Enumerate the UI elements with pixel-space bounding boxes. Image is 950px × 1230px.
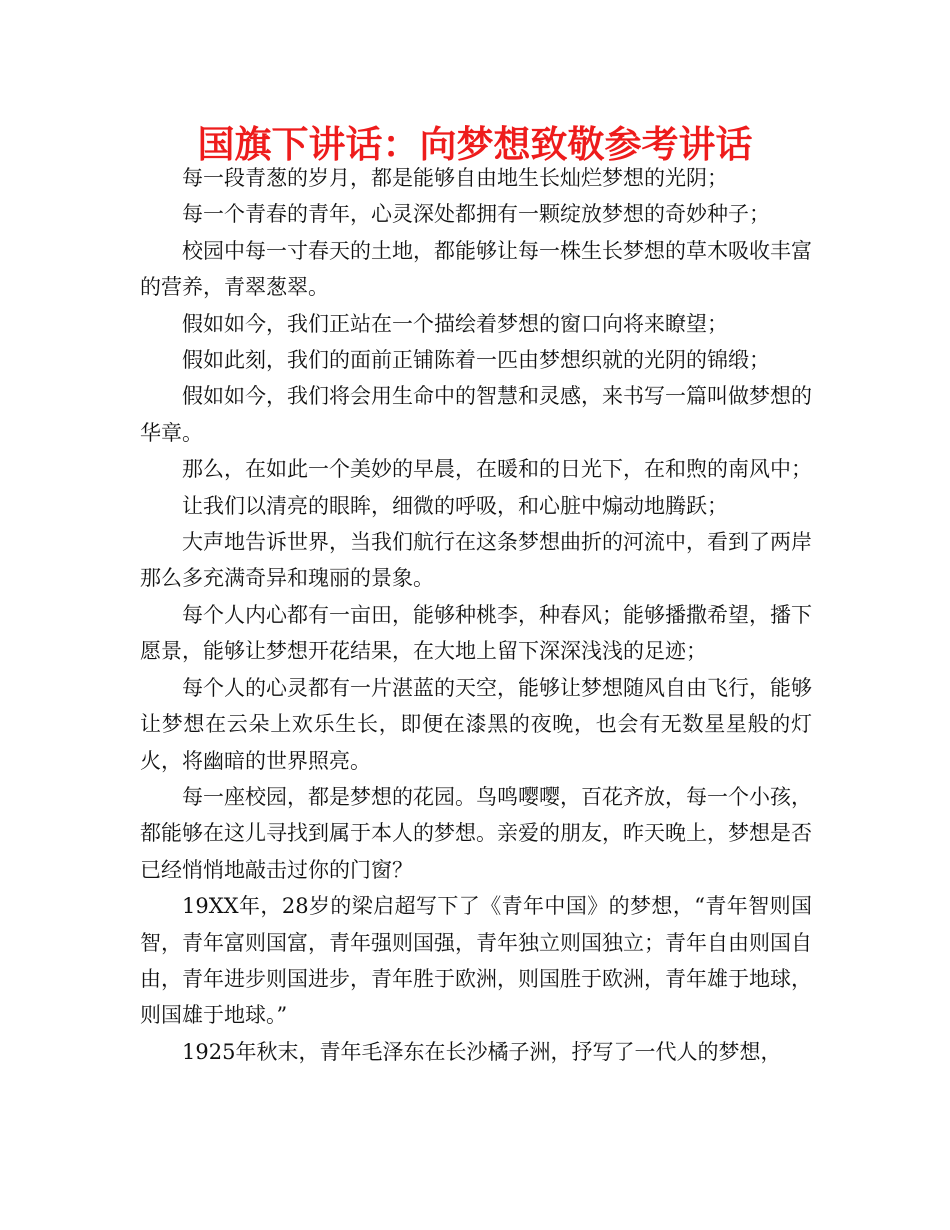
paragraph: 每一个青春的青年，心灵深处都拥有一颗绽放梦想的奇妙种子； (182, 202, 770, 227)
paragraph: 让我们以清亮的眼眸，细微的呼吸，和心脏中煽动地腾跃； (182, 493, 728, 518)
paragraph: 19XX年，28岁的梁启超写下了《青年中国》的梦想，“青年智则国智，青年富则国富，青年强则国强，青年独立则国独立；青年自由则国自由，青年进步则国进步，青年胜于欧洲，则国胜于欧洲，青年雄于地球，则国雄于地球。” (140, 894, 812, 1028)
paragraph: 每个人内心都有一亩田，能够种桃李，种春风；能够播撒希望，播下愿景，能够让梦想开花结果，在大地上留下深深浅浅的足迹； (140, 602, 812, 664)
paragraph: 假如此刻，我们的面前正铺陈着一匹由梦想织就的光阴的锦缎； (182, 348, 770, 373)
paragraph: 大声地告诉世界，当我们航行在这条梦想曲折的河流中，看到了两岸那么多充满奇异和瑰丽的景象。 (140, 530, 812, 591)
paragraph: 那么，在如此一个美妙的早晨，在暖和的日光下，在和煦的南风中； (182, 457, 812, 482)
paragraph: 每一座校园，都是梦想的花园。鸟鸣嘤嘤，百花齐放，每一个小孩，都能够在这儿寻找到属于本人的梦想。亲爱的朋友，昨天晚上，梦想是否已经悄悄地敲击过你的门窗？ (140, 784, 812, 882)
document-body (140, 160, 812, 1070)
paragraph: 每一段青葱的岁月，都是能够自由地生长灿烂梦想的光阴； (182, 166, 728, 190)
paragraph: 校园中每一寸春天的土地，都能够让每一株生长梦想的草木吸收丰富的营养，青翠葱翠。 (140, 238, 812, 300)
paragraph: 假如如今，我们将会用生命中的智慧和灵感，来书写一篇叫做梦想的华章。 (140, 384, 812, 445)
paragraph: 假如如今，我们正站在一个描绘着梦想的窗口向将来瞭望； (182, 311, 728, 336)
paragraph: 每个人的心灵都有一片湛蓝的天空，能够让梦想随风自由飞行，能够让梦想在云朵上欢乐生长，即便在漆黑的夜晚，也会有无数星星般的灯火，将幽暗的世界照亮。 (140, 675, 812, 773)
paragraph: 1925年秋末，青年毛泽东在长沙橘子洲，抒写了一代人的梦想， (182, 1039, 782, 1064)
document-title: 国旗下讲话：向梦想致敬参考讲话 (197, 123, 753, 166)
